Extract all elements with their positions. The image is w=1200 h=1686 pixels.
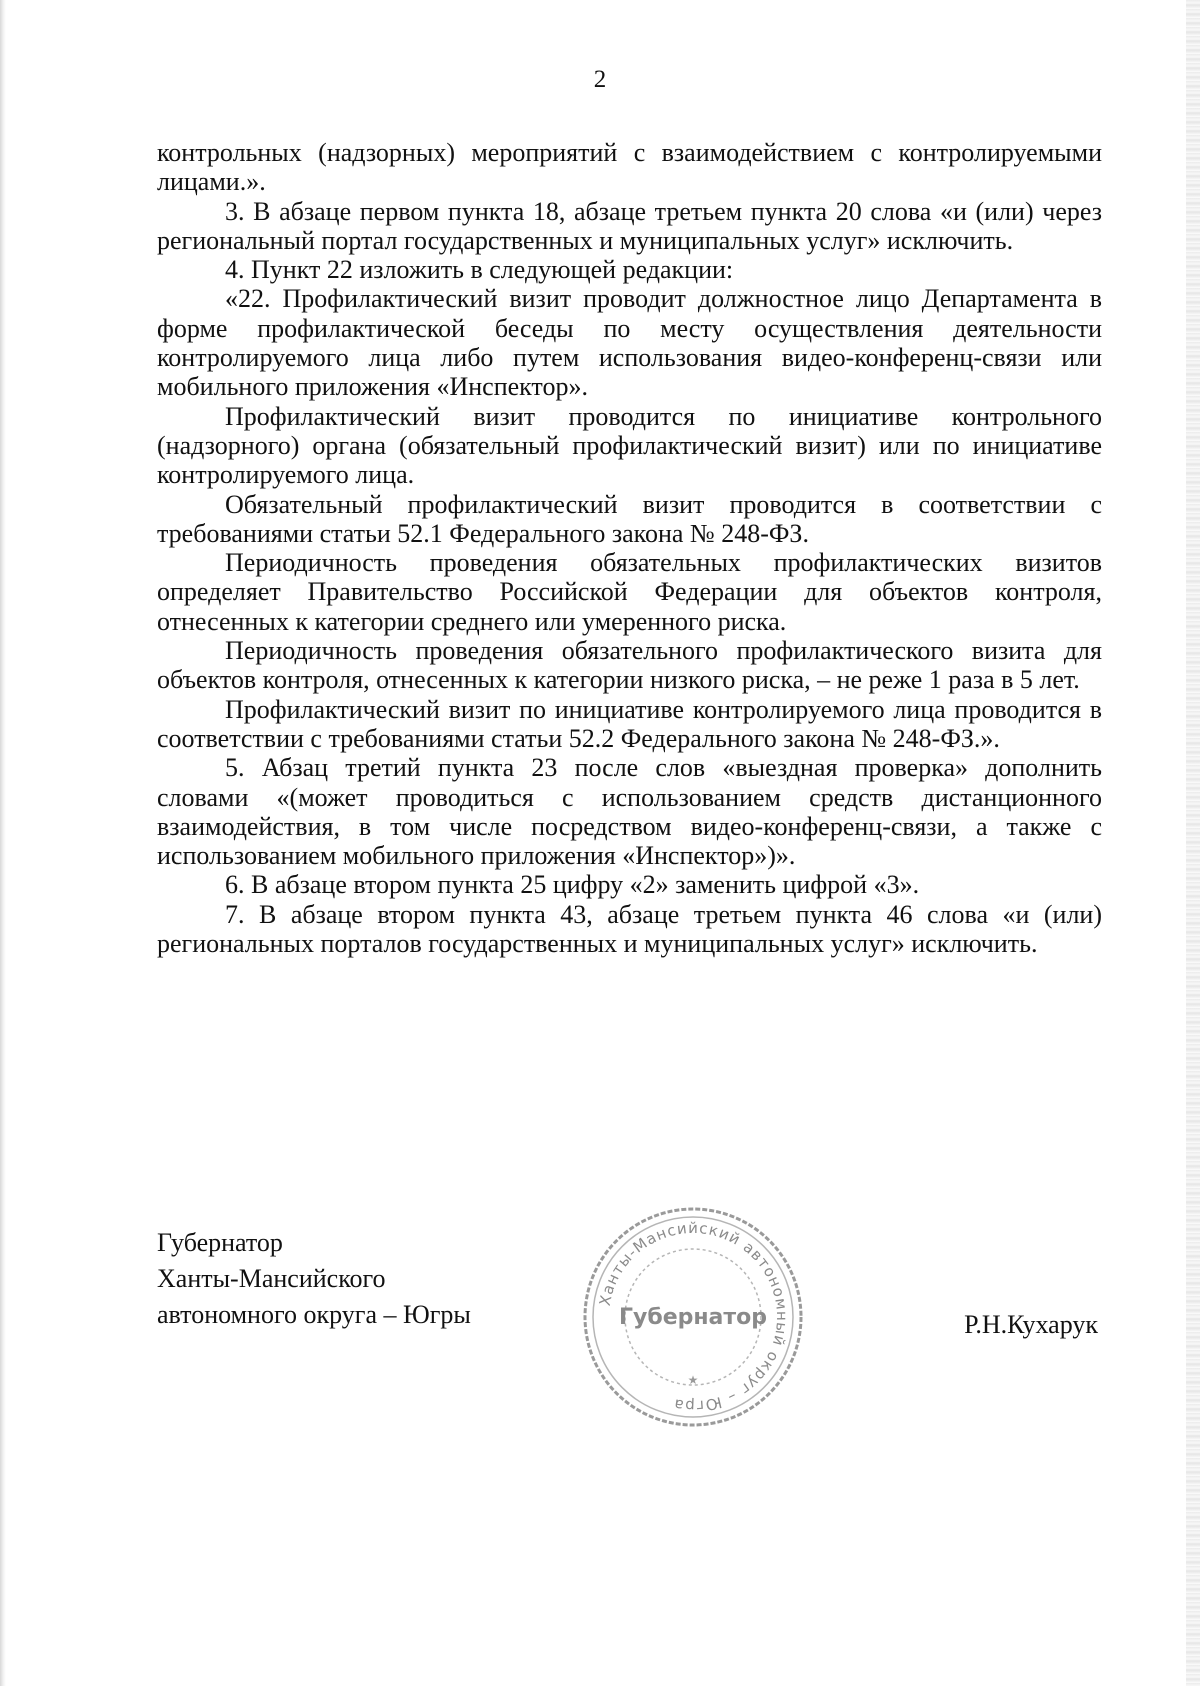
paragraph-item-5: 5. Абзац третий пункта 23 после слов «выездная проверка» дополнить словами «(может проводиться с использованием средств дистанционного взаимодействия, в том числе посредством видео-конференц-связи, а также с использованием мобильного приложения «Инспектор»)». <box>157 753 1102 871</box>
paragraph-item-3: 3. В абзаце первом пункта 18, абзаце третьем пункта 20 слова «и (или) через региональный портал государственных и муниципальных услуг» исключить. <box>157 196 1102 255</box>
official-seal <box>578 1202 808 1432</box>
paragraph-mandatory-visit: Обязательный профилактический визит проводится в соответствии с требованиями статьи 52.1 Федерального закона № 248-ФЗ. <box>157 489 1102 548</box>
signer-name: Р.Н.Кухарук <box>964 1310 1098 1339</box>
seal-ring-text: Ханты-Мансийский автономный округ – Югра <box>595 1218 792 1416</box>
paragraph-item-6: 6. В абзаце втором пункта 25 цифру «2» заменить цифрой «3». <box>225 870 920 900</box>
paragraph-item-22-text: «22. Профилактический визит проводит должностное лицо Департамента в форме профилактической беседы по месту осуществления деятельности контролируемого лица либо путем использования видео-конференц-связи или мобильного приложения «Инспектор». <box>157 284 1102 402</box>
paragraph-continuation: контрольных (надзорных) мероприятий с взаимодействием с контролируемыми лицами.». <box>157 138 1102 197</box>
paragraph-visit-controlled-person: Профилактический визит по инициативе контролируемого лица проводится в соответствии с требованиями статьи 52.2 Федерального закона № 248-ФЗ.». <box>157 694 1102 753</box>
signature-title-line: Ханты-Мансийского <box>157 1264 386 1293</box>
seal-star-icon: ★ <box>687 1373 699 1387</box>
seal-graphic <box>578 1202 808 1432</box>
seal-center-text: Губернатор <box>618 1305 768 1330</box>
page-number: 2 <box>593 66 607 93</box>
signature-title <box>157 1225 471 1333</box>
scan-edge-left <box>0 0 6 1686</box>
scan-edge-right <box>1186 0 1200 1686</box>
document-body <box>157 138 1102 958</box>
paragraph-visit-initiative: Профилактический визит проводится по инициативе контрольного (надзорного) органа (обязательный профилактический визит) или по инициативе контролируемого лица. <box>157 401 1102 490</box>
paragraph-item-4: 4. Пункт 22 изложить в следующей редакции: <box>225 255 734 285</box>
signature-title-line: автономного округа – Югры <box>157 1300 471 1329</box>
paragraph-periodicity-medium: Периодичность проведения обязательных профилактических визитов определяет Правительство Российской Федерации для объектов контроля, отнесенных к категории среднего или умеренного риска. <box>157 548 1102 636</box>
paragraph-item-7: 7. В абзаце втором пункта 43, абзаце третьем пункта 46 слова «и (или) региональных порталов государственных и муниципальных услуг» исключить. <box>157 899 1102 959</box>
signature-title-line: Губернатор <box>157 1228 283 1257</box>
paragraph-periodicity-low: Периодичность проведения обязательного профилактического визита для объектов контроля, отнесенных к категории низкого риска, – не реже 1 раза в 5 лет. <box>157 636 1102 695</box>
